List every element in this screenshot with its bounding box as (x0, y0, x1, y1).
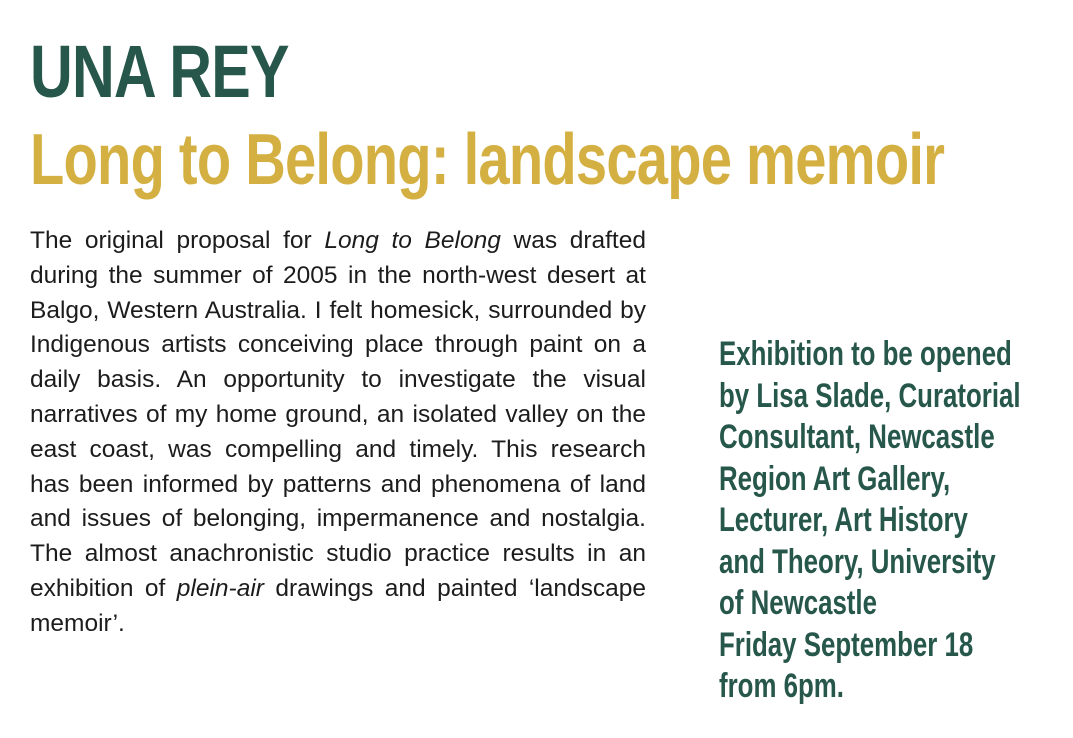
statement-intro: The original proposal for (30, 227, 325, 254)
opening-line: Exhibition to be opened (719, 335, 1012, 373)
statement-ending: drawings and painted ‘landscape memoir’. (30, 574, 646, 637)
opening-line: by Lisa Slade, Curatorial (719, 376, 1021, 415)
exhibition-title: Long to Belong: landscape memoir (30, 120, 945, 200)
artist-name: UNA REY (30, 30, 289, 113)
artist-statement (30, 224, 646, 642)
statement-paragraph (30, 224, 646, 642)
statement-plein-air-italic: plein-air (176, 574, 264, 602)
opening-line: and Theory, University (719, 542, 996, 581)
statement-title-italic: Long to Belong (324, 227, 501, 254)
opening-line: of Newcastle (719, 584, 877, 622)
opening-time: from 6pm. (719, 667, 844, 705)
opening-info (719, 334, 1038, 708)
opening-line: Region Art Gallery, (719, 459, 951, 498)
statement-body: was drafted during the summer of 2005 in the north-west desert at Balgo, Western Australia. I felt homesick, surrounded by Indigenous artists conceiving place through paint on a daily basis. An opportunity to investigate the visual narratives of my home ground, an isolated valley on the east coast, was compelling and timely. This research has been informed by patterns and phenomena of land and issues of belonging, impermanence and nostalgia. The almost anachronistic studio practice results in an exhibition of (30, 227, 646, 602)
opening-line: Lecturer, Art History (719, 501, 968, 539)
opening-date: Friday September 18 (719, 625, 974, 664)
opening-line: Consultant, Newcastle (719, 418, 995, 456)
